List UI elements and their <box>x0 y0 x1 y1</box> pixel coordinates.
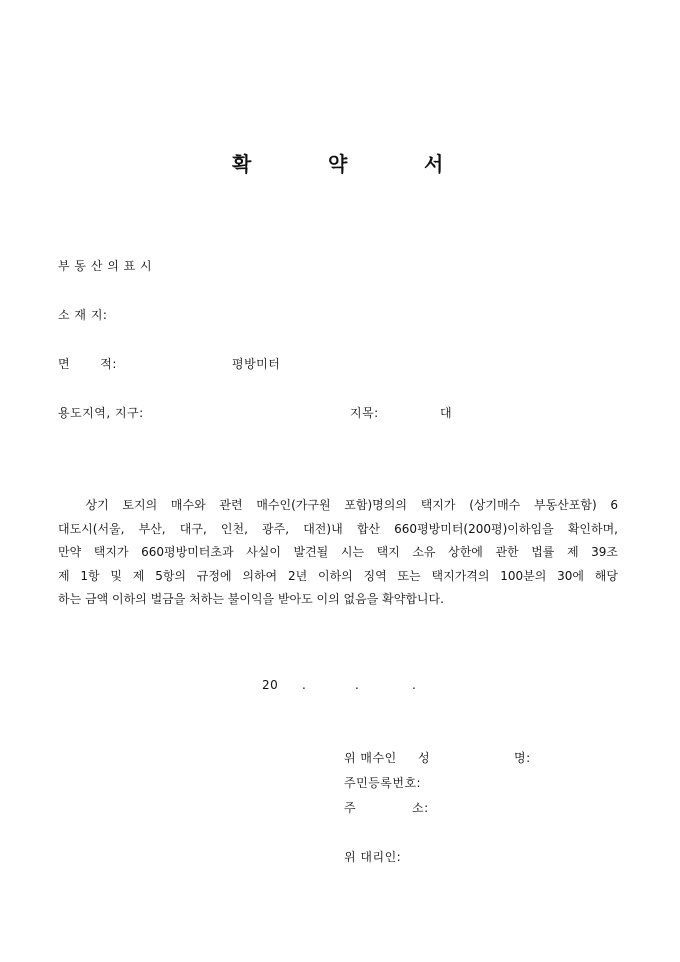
property-heading: 부 동 산 의 표 시 <box>58 259 153 273</box>
agent-label: 위 대리인: <box>344 850 402 864</box>
area-label: 면 적: <box>58 357 117 371</box>
location-label: 소 재 지: <box>58 308 108 322</box>
zoning-label: 용도지역, 지구: <box>58 406 144 420</box>
statement-line-4: 제 1항 및 제 5항의 규정에 의하여 2년 이하의 징역 또는 택지가격의 100분의 30에 해당 <box>58 568 618 583</box>
statement-line-5: 하는 금액 이하의 벌금을 처하는 불이익을 받아도 이의 없음을 확약합니다. <box>58 592 444 606</box>
date-sep-2: . <box>355 678 360 692</box>
buyer-id-label: 주민등록번호: <box>344 776 422 790</box>
date-sep-1: . <box>302 678 307 692</box>
buyer-address-label-1: 주 <box>344 801 357 815</box>
statement-line-3: 만약 택지가 660평방미터초과 사실이 발견될 시는 택지 소유 상한에 관한 법률 제 39조 <box>58 545 618 559</box>
title-char-1: 확 <box>232 152 252 176</box>
statement-paragraph <box>58 494 618 612</box>
date-sep-3: . <box>412 678 417 692</box>
date-year-prefix: 20 <box>262 678 279 692</box>
land-category-label: 지목: <box>350 406 379 420</box>
buyer-address-label-2: 소: <box>412 801 429 815</box>
area-unit: 평방미터 <box>232 357 281 371</box>
title-char-3: 서 <box>424 152 444 176</box>
title-char-2: 약 <box>328 152 348 176</box>
buyer-name-label-2: 명: <box>514 751 531 765</box>
buyer-name-label-1: 성 <box>418 751 431 765</box>
statement-line-2: 대도시(서울, 부산, 대구, 인천, 광주, 대전)내 합산 660평방미터(200평)이하임을 확인하며, <box>58 521 618 536</box>
buyer-label: 위 매수인 <box>344 751 397 765</box>
land-category-value: 대 <box>440 406 453 420</box>
statement-line-1: 상기 토지의 매수와 관련 매수인(가구원 포함)명의의 택지가 (상기매수 부동산포함) 6 <box>58 498 618 512</box>
